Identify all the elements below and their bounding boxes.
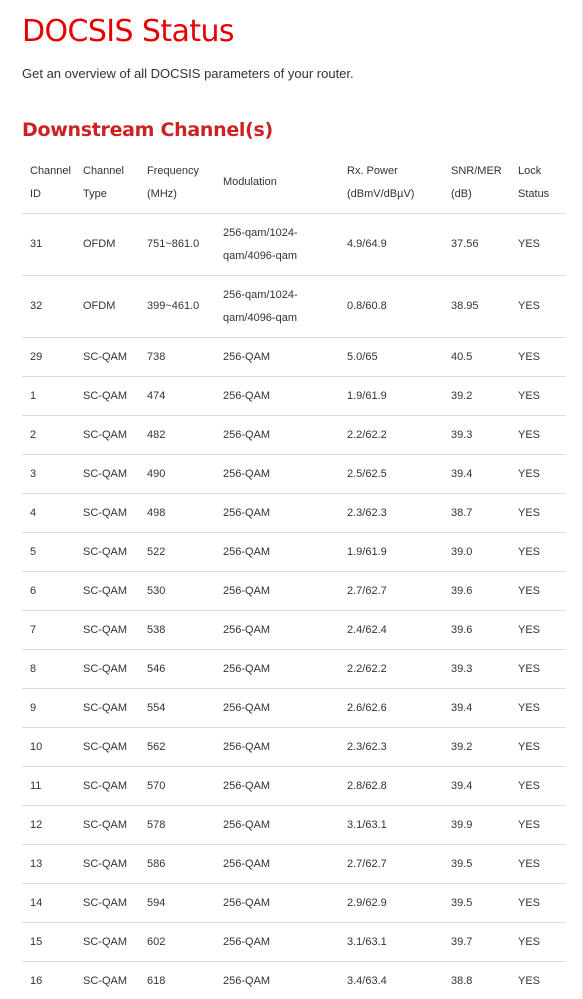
cell-channel-id: 9 [22, 689, 75, 728]
table-row [22, 416, 566, 455]
cell-lock-status: YES [510, 923, 566, 962]
cell-channel-type: SC-QAM [75, 884, 139, 923]
cell-frequency: 538 [139, 611, 215, 650]
cell-lock-status: YES [510, 845, 566, 884]
cell-channel-id: 7 [22, 611, 75, 650]
cell-frequency: 751~861.0 [139, 214, 215, 276]
cell-snr: 39.2 [443, 377, 510, 416]
header-line: Channel [83, 164, 124, 177]
cell-snr: 39.5 [443, 845, 510, 884]
cell-rx-power: 3.4/63.4 [339, 962, 443, 999]
header-line: Lock [518, 164, 542, 177]
cell-modulation: 256-QAM [215, 689, 339, 728]
cell-snr: 39.3 [443, 416, 510, 455]
table-row [22, 276, 566, 338]
cell-snr: 40.5 [443, 338, 510, 377]
header-line: Frequency [147, 164, 199, 177]
cell-channel-type: SC-QAM [75, 767, 139, 806]
cell-lock-status: YES [510, 884, 566, 923]
cell-rx-power: 3.1/63.1 [339, 923, 443, 962]
cell-snr: 39.9 [443, 806, 510, 845]
cell-frequency: 562 [139, 728, 215, 767]
cell-channel-type: SC-QAM [75, 494, 139, 533]
cell-frequency: 554 [139, 689, 215, 728]
cell-rx-power: 3.1/63.1 [339, 806, 443, 845]
cell-snr: 38.8 [443, 962, 510, 999]
cell-rx-power: 2.2/62.2 [339, 416, 443, 455]
cell-modulation: 256-QAM [215, 767, 339, 806]
cell-frequency: 474 [139, 377, 215, 416]
cell-channel-type: OFDM [75, 276, 139, 338]
table-row [22, 689, 566, 728]
header-line: Type [83, 187, 107, 200]
cell-rx-power: 0.8/60.8 [339, 276, 443, 338]
table-header-row [22, 152, 566, 214]
cell-lock-status: YES [510, 377, 566, 416]
table-row [22, 214, 566, 276]
table-row [22, 533, 566, 572]
cell-channel-type: SC-QAM [75, 533, 139, 572]
cell-lock-status: YES [510, 689, 566, 728]
cell-snr: 39.7 [443, 923, 510, 962]
cell-snr: 39.4 [443, 689, 510, 728]
cell-modulation: 256-QAM [215, 416, 339, 455]
header-line: (MHz) [147, 187, 177, 200]
header-line: ID [30, 187, 41, 200]
cell-rx-power: 2.5/62.5 [339, 455, 443, 494]
cell-channel-type: SC-QAM [75, 455, 139, 494]
cell-channel-type: SC-QAM [75, 689, 139, 728]
cell-channel-id: 13 [22, 845, 75, 884]
header-line: Rx. Power [347, 164, 398, 177]
header-channel-type [75, 152, 139, 214]
cell-channel-id: 16 [22, 962, 75, 999]
cell-frequency: 578 [139, 806, 215, 845]
cell-modulation: 256-QAM [215, 338, 339, 377]
cell-channel-id: 31 [22, 214, 75, 276]
table-row [22, 338, 566, 377]
header-line: (dB) [451, 187, 472, 200]
cell-rx-power: 2.6/62.6 [339, 689, 443, 728]
cell-frequency: 482 [139, 416, 215, 455]
cell-channel-type: SC-QAM [75, 416, 139, 455]
cell-frequency: 530 [139, 572, 215, 611]
modulation-line: 256-qam/1024- [223, 226, 298, 239]
cell-channel-type: SC-QAM [75, 806, 139, 845]
header-line: SNR/MER [451, 164, 502, 177]
cell-channel-id: 8 [22, 650, 75, 689]
table-row [22, 611, 566, 650]
cell-snr: 39.2 [443, 728, 510, 767]
cell-modulation: 256-QAM [215, 728, 339, 767]
table-row [22, 728, 566, 767]
cell-channel-type: SC-QAM [75, 923, 139, 962]
cell-snr: 39.6 [443, 611, 510, 650]
table-row [22, 767, 566, 806]
header-line: Modulation [223, 176, 277, 188]
cell-channel-id: 2 [22, 416, 75, 455]
header-line: (dBmV/dBµV) [347, 187, 415, 200]
cell-rx-power: 2.9/62.9 [339, 884, 443, 923]
cell-modulation: 256-QAM [215, 377, 339, 416]
cell-frequency: 594 [139, 884, 215, 923]
modulation-line: 256-qam/1024- [223, 288, 298, 301]
cell-rx-power: 1.9/61.9 [339, 533, 443, 572]
cell-channel-type: SC-QAM [75, 338, 139, 377]
header-line: Channel [30, 164, 71, 177]
cell-lock-status: YES [510, 572, 566, 611]
cell-modulation: 256-QAM [215, 845, 339, 884]
table-row [22, 962, 566, 999]
cell-lock-status: YES [510, 276, 566, 338]
cell-modulation [215, 276, 339, 338]
header-rx-power [339, 152, 443, 214]
cell-snr: 39.5 [443, 884, 510, 923]
cell-frequency: 586 [139, 845, 215, 884]
cell-channel-type: SC-QAM [75, 728, 139, 767]
table-row [22, 455, 566, 494]
header-snr-mer [443, 152, 510, 214]
cell-rx-power: 1.9/61.9 [339, 377, 443, 416]
cell-modulation: 256-QAM [215, 884, 339, 923]
cell-modulation: 256-QAM [215, 650, 339, 689]
cell-frequency: 498 [139, 494, 215, 533]
cell-rx-power: 5.0/65 [339, 338, 443, 377]
cell-modulation: 256-QAM [215, 923, 339, 962]
cell-channel-id: 6 [22, 572, 75, 611]
cell-channel-id: 29 [22, 338, 75, 377]
cell-rx-power: 2.7/62.7 [339, 845, 443, 884]
cell-lock-status: YES [510, 494, 566, 533]
table-row [22, 884, 566, 923]
cell-lock-status: YES [510, 806, 566, 845]
downstream-channels-table [22, 152, 566, 999]
header-modulation [215, 152, 339, 214]
cell-lock-status: YES [510, 728, 566, 767]
cell-frequency: 399~461.0 [139, 276, 215, 338]
table-row [22, 845, 566, 884]
cell-frequency: 490 [139, 455, 215, 494]
cell-lock-status: YES [510, 214, 566, 276]
cell-snr: 39.4 [443, 455, 510, 494]
cell-channel-id: 10 [22, 728, 75, 767]
cell-frequency: 738 [139, 338, 215, 377]
cell-snr: 39.4 [443, 767, 510, 806]
cell-rx-power: 2.3/62.3 [339, 728, 443, 767]
cell-lock-status: YES [510, 416, 566, 455]
cell-frequency: 522 [139, 533, 215, 572]
table-row [22, 650, 566, 689]
cell-modulation [215, 214, 339, 276]
cell-snr: 39.6 [443, 572, 510, 611]
cell-channel-id: 1 [22, 377, 75, 416]
cell-lock-status: YES [510, 611, 566, 650]
cell-channel-type: SC-QAM [75, 611, 139, 650]
cell-lock-status: YES [510, 767, 566, 806]
page-description: Get an overview of all DOCSIS parameters of your router. [22, 66, 354, 81]
cell-rx-power: 2.2/62.2 [339, 650, 443, 689]
cell-modulation: 256-QAM [215, 455, 339, 494]
cell-frequency: 546 [139, 650, 215, 689]
cell-rx-power: 4.9/64.9 [339, 214, 443, 276]
cell-channel-type: SC-QAM [75, 572, 139, 611]
downstream-section-title: Downstream Channel(s) [22, 119, 273, 141]
cell-channel-id: 11 [22, 767, 75, 806]
header-frequency [139, 152, 215, 214]
cell-lock-status: YES [510, 650, 566, 689]
cell-channel-id: 14 [22, 884, 75, 923]
table-row [22, 572, 566, 611]
table-row [22, 923, 566, 962]
cell-modulation: 256-QAM [215, 572, 339, 611]
cell-snr: 39.3 [443, 650, 510, 689]
header-line: Status [518, 187, 550, 200]
cell-rx-power: 2.8/62.8 [339, 767, 443, 806]
cell-lock-status: YES [510, 962, 566, 999]
cell-snr: 39.0 [443, 533, 510, 572]
cell-snr: 38.95 [443, 276, 510, 338]
cell-channel-id: 32 [22, 276, 75, 338]
cell-channel-type: SC-QAM [75, 650, 139, 689]
table-row [22, 377, 566, 416]
cell-rx-power: 2.4/62.4 [339, 611, 443, 650]
cell-channel-id: 3 [22, 455, 75, 494]
cell-channel-type: OFDM [75, 214, 139, 276]
cell-frequency: 570 [139, 767, 215, 806]
cell-lock-status: YES [510, 533, 566, 572]
cell-rx-power: 2.3/62.3 [339, 494, 443, 533]
cell-lock-status: YES [510, 455, 566, 494]
cell-frequency: 618 [139, 962, 215, 999]
cell-modulation: 256-QAM [215, 962, 339, 999]
cell-frequency: 602 [139, 923, 215, 962]
modulation-line: qam/4096-qam [223, 249, 297, 262]
cell-channel-type: SC-QAM [75, 962, 139, 999]
cell-modulation: 256-QAM [215, 494, 339, 533]
cell-channel-id: 5 [22, 533, 75, 572]
cell-modulation: 256-QAM [215, 806, 339, 845]
modulation-line: qam/4096-qam [223, 311, 297, 324]
cell-lock-status: YES [510, 338, 566, 377]
cell-snr: 38.7 [443, 494, 510, 533]
header-channel-id [22, 152, 75, 214]
cell-channel-type: SC-QAM [75, 377, 139, 416]
cell-rx-power: 2.7/62.7 [339, 572, 443, 611]
cell-modulation: 256-QAM [215, 533, 339, 572]
cell-snr: 37.56 [443, 214, 510, 276]
cell-modulation: 256-QAM [215, 611, 339, 650]
header-lock-status [510, 152, 566, 214]
cell-channel-id: 4 [22, 494, 75, 533]
cell-channel-id: 12 [22, 806, 75, 845]
table-row [22, 494, 566, 533]
cell-channel-id: 15 [22, 923, 75, 962]
page-title: DOCSIS Status [22, 14, 234, 49]
cell-channel-type: SC-QAM [75, 845, 139, 884]
table-row [22, 806, 566, 845]
